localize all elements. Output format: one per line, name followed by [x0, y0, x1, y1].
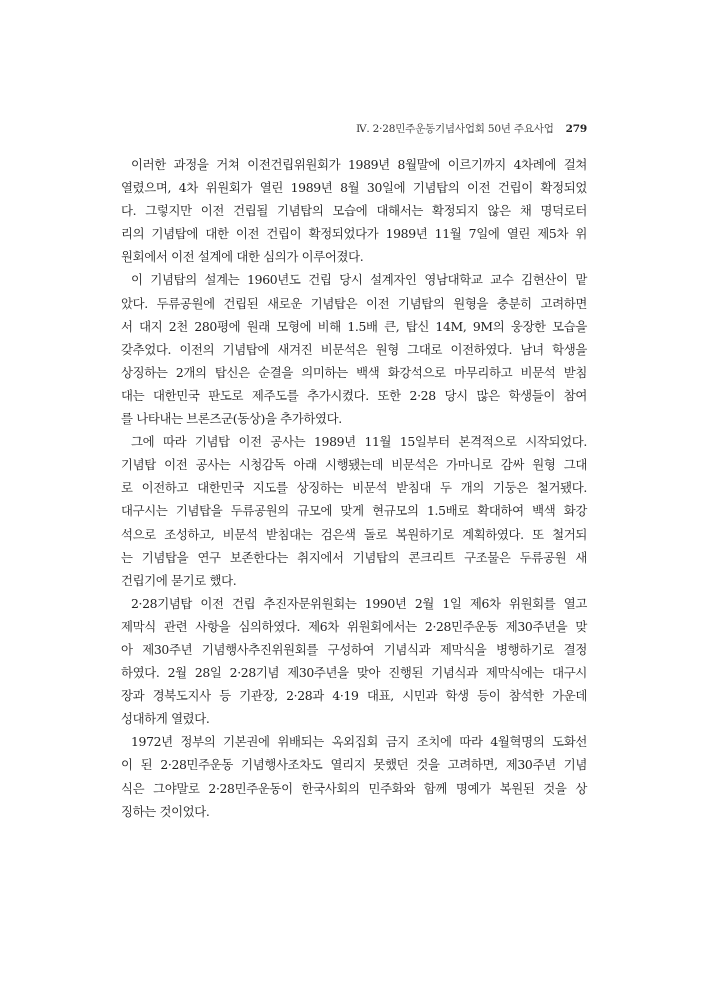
paragraph	[121, 268, 587, 430]
text-line: 2·28기념탑 이전 건립 추진자문위원회는 1990년 2월 1일 제6차 위원회를 열고	[131, 595, 587, 611]
text-line: 다. 그렇지만 이전 건립될 기념탑의 모습에 대해서는 확정되지 않은 채 명덕로터	[121, 203, 587, 219]
text-line: 를 나타내는 브론즈군(동상)을 추가하였다.	[121, 411, 342, 427]
text-line: 리의 기념탑에 대한 이전 건립이 확정되었다가 1989년 11월 7일에 열린 제5차 위	[121, 226, 587, 242]
text-line: 석으로 조성하고, 비문석 받침대는 검은색 돌로 복원하기로 계획하였다. 또 철거되	[121, 526, 587, 542]
text-line: 았다. 두류공원에 건립된 새로운 기념탑은 이전 기념탑의 원형을 충분히 고려하면	[121, 295, 587, 311]
text-line: 는 기념탑을 연구 보존한다는 취지에서 기념탑의 콘크리트 구조물은 두류공원 새	[121, 549, 587, 565]
paragraph	[121, 153, 587, 268]
page-number: 279	[565, 123, 587, 135]
text-line: 건립기에 묻기로 했다.	[121, 572, 237, 588]
text-line: 기념탑 이전 공사는 시청감독 아래 시행됐는데 비문석은 가마니로 감싸 원형 그대	[121, 457, 587, 473]
paragraph	[121, 730, 587, 822]
text-line: 아 제30주년 기념행사추진위원회를 구성하여 기념식과 제막식을 병행하기로 결정	[121, 641, 587, 657]
paragraph	[121, 592, 587, 731]
text-line: 징하는 것이었다.	[121, 803, 210, 819]
text-line: 장과 경북도지사 등 기관장, 2·28과 4·19 대표, 시민과 학생 등이 참석한 가운데	[121, 688, 587, 704]
text-line: 성대하게 열렸다.	[121, 711, 210, 727]
text-line: 이 기념탑의 설계는 1960년도 건립 당시 설계자인 영남대학교 교수 김현산이 맡	[131, 272, 587, 288]
text-line: 로 이전하고 대한민국 지도를 상징하는 비문석 받침대 두 개의 기둥은 철거됐다.	[121, 480, 587, 496]
paragraph	[121, 430, 587, 592]
text-line: 상징하는 2개의 탑신은 순결을 의미하는 백색 화강석으로 마무리하고 비문석 받침	[121, 364, 587, 380]
text-line: 갖추었다. 이전의 기념탑에 새겨진 비문석은 원형 그대로 이전하였다. 남녀 학생을	[121, 341, 587, 357]
section-title: Ⅳ. 2·28민주운동기념사업회 50년 주요사업	[356, 123, 554, 135]
text-line: 대는 대한민국 판도로 제주도를 추가시켰다. 또한 2·28 당시 많은 학생들이 참여	[121, 387, 587, 403]
text-line: 이러한 과정을 거쳐 이전건립위원회가 1989년 8월말에 이르기까지 4차례에 걸쳐	[131, 157, 587, 172]
text-line: 1972년 정부의 기본권에 위배되는 옥외집회 금지 조치에 따라 4월혁명의 도화선	[131, 734, 587, 750]
running-header	[120, 121, 587, 136]
text-line: 제막식 관련 사항을 심의하였다. 제6차 위원회에서는 2·28민주운동 제30주년을 맞	[121, 618, 587, 634]
text-line: 그에 따라 기념탑 이전 공사는 1989년 11월 15일부터 본격적으로 시작되었다.	[131, 434, 587, 450]
body-text	[121, 153, 587, 823]
text-line: 대구시는 기념탑을 두류공원의 규모에 맞게 현규모의 1.5배로 확대하여 백색 화강	[121, 503, 587, 519]
text-line: 원회에서 이전 설계에 대한 심의가 이루어졌다.	[121, 249, 364, 265]
text-line: 서 대지 2천 280평에 원래 모형에 비해 1.5배 큰, 탑신 14M, 9M의 웅장한 모습을	[121, 318, 587, 334]
text-line: 식은 그야말로 2·28민주운동이 한국사회의 민주화와 함께 명예가 복원된 것을 상	[121, 780, 587, 796]
text-line: 하였다. 2월 28일 2·28기념 제30주년을 맞아 진행된 기념식과 제막식에는 대구시	[121, 665, 587, 681]
text-line: 열렸으며, 4차 위원회가 열린 1989년 8월 30일에 기념탑의 이전 건립이 확정되었	[121, 180, 587, 196]
text-line: 이 된 2·28민주운동 기념행사조차도 열리지 못했던 것을 고려하면, 제30주년 기념	[121, 757, 587, 773]
